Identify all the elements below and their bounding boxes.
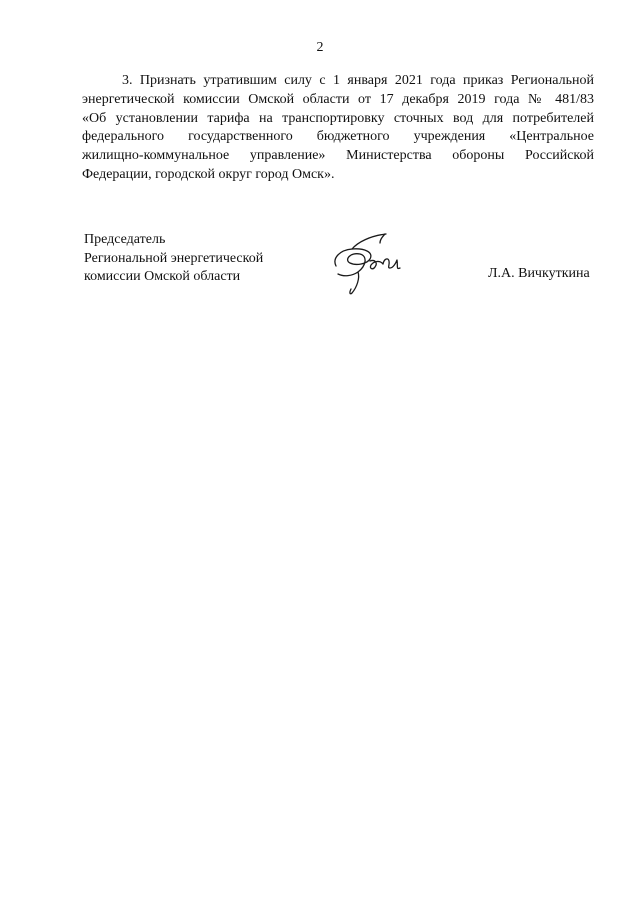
- paragraph-line: федерального государственного бюджетного учреждения «Центральное: [82, 129, 594, 145]
- signatory-title-line: Региональной энергетической: [84, 250, 264, 266]
- signatory-title-line: комиссии Омской области: [84, 269, 241, 285]
- paragraph-line: энергетической комиссии Омской области от 17 декабря 2019 года № 481/83: [82, 91, 594, 107]
- page-number: 2: [316, 40, 324, 55]
- paragraph-line: Федерации, городской округ город Омск».: [82, 166, 335, 182]
- paragraph-line: жилищно-коммунальное управление» Министерства обороны Российской: [82, 148, 594, 164]
- paragraph-line: «Об установлении тарифа на транспортировку сточных вод для потребителей: [82, 110, 594, 126]
- signatory-title: [84, 231, 263, 287]
- signatory-name: Л.А. Вичкуткина: [488, 266, 590, 281]
- order-paragraph: [82, 72, 594, 185]
- paragraph-line: 3. Признать утратившим силу с 1 января 2021 года приказ Региональной: [122, 73, 594, 88]
- handwritten-signature: [330, 232, 410, 296]
- signatory-title-line: Председатель: [84, 232, 166, 247]
